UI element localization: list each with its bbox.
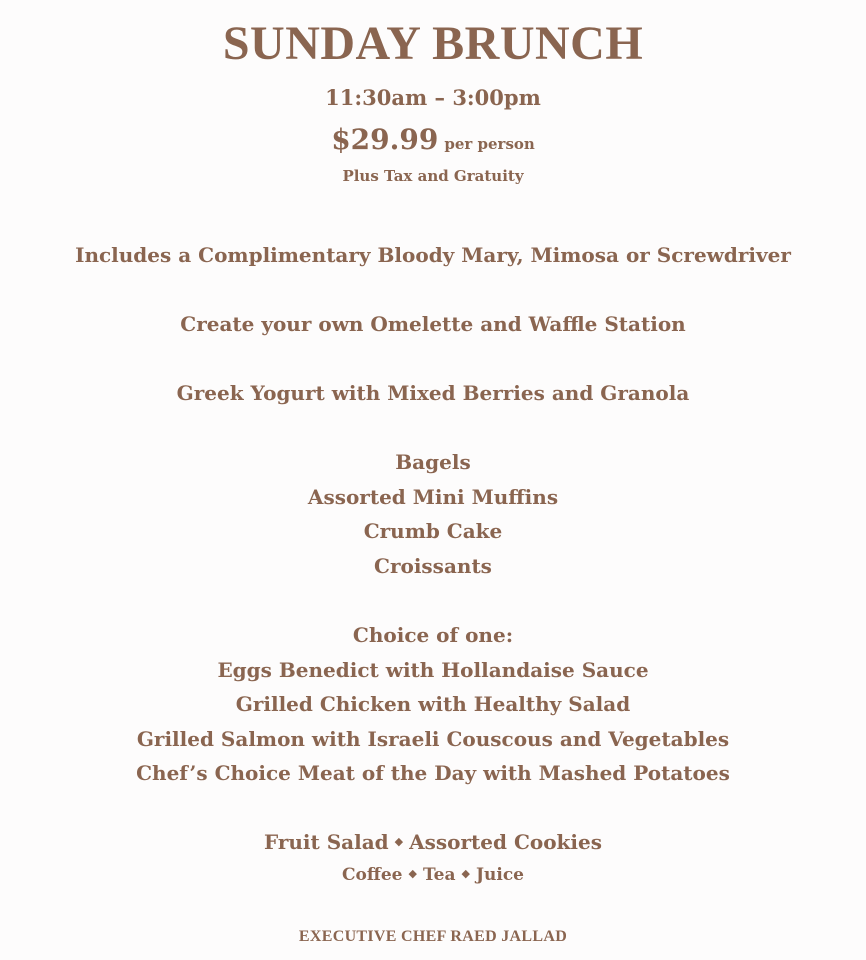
beverage-item: Juice bbox=[475, 865, 524, 885]
tax-note: Plus Tax and Gratuity bbox=[342, 167, 524, 185]
menu-title: SUNDAY BRUNCH bbox=[222, 17, 644, 70]
dessert-line bbox=[0, 832, 866, 852]
bakery-item: Assorted Mini Muffins bbox=[307, 485, 559, 509]
choice-heading: Choice of one: bbox=[352, 623, 514, 647]
beverage-item: Coffee bbox=[342, 865, 403, 885]
choice-item: Grilled Chicken with Healthy Salad bbox=[235, 692, 631, 716]
executive-chef-credit: EXECUTIVE CHEF RAED JALLAD bbox=[298, 928, 568, 945]
diamond-separator-icon: ◆ bbox=[408, 867, 417, 880]
bakery-item: Crumb Cake bbox=[363, 519, 503, 543]
bakery-item: Croissants bbox=[374, 554, 492, 578]
choice-item: Chef’s Choice Meat of the Day with Mashed Potatoes bbox=[136, 761, 730, 785]
choice-item: Eggs Benedict with Hollandaise Sauce bbox=[217, 658, 649, 682]
drink-note: Includes a Complimentary Bloody Mary, Mimosa or Screwdriver bbox=[75, 243, 791, 267]
diamond-separator-icon: ◆ bbox=[394, 835, 404, 848]
yogurt-item: Greek Yogurt with Mixed Berries and Granola bbox=[176, 381, 690, 405]
dessert-item: Assorted Cookies bbox=[409, 830, 602, 854]
brunch-hours: 11:30am – 3:00pm bbox=[325, 85, 541, 110]
choice-item: Grilled Salmon with Israeli Couscous and Vegetables bbox=[136, 727, 730, 751]
dessert-item: Fruit Salad bbox=[263, 830, 389, 854]
price-line bbox=[0, 123, 866, 156]
bakery-item: Bagels bbox=[395, 450, 471, 474]
price-amount: $29.99 bbox=[331, 123, 439, 156]
beverage-item: Tea bbox=[422, 865, 456, 885]
price-unit: per person bbox=[444, 135, 535, 153]
beverage-line bbox=[0, 867, 866, 884]
diamond-separator-icon: ◆ bbox=[461, 867, 470, 880]
station-item: Create your own Omelette and Waffle Station bbox=[180, 312, 686, 336]
